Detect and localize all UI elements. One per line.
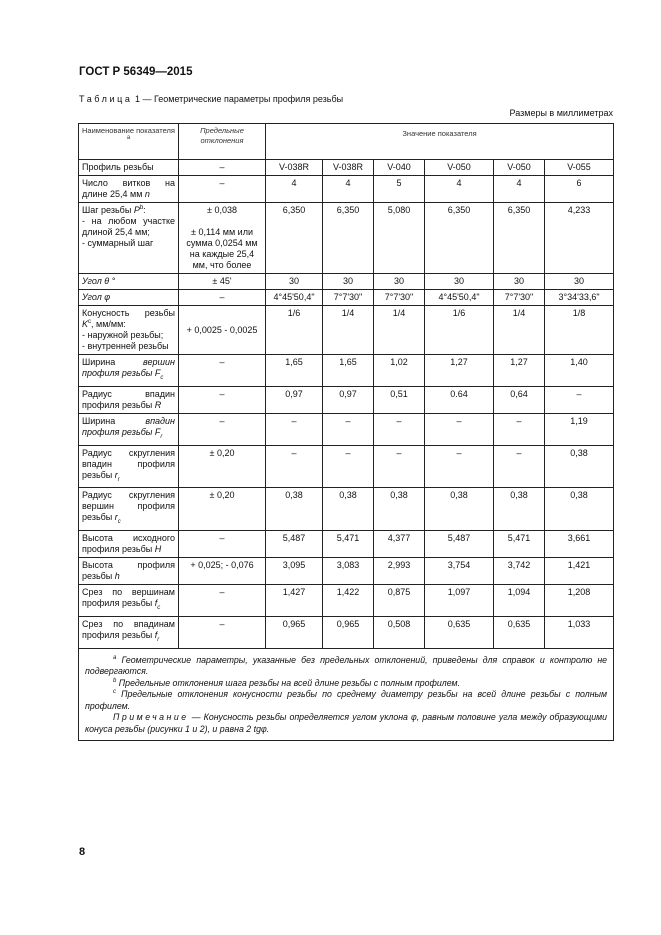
row-value: V-040 — [374, 160, 425, 176]
row-value: 4 — [425, 176, 494, 203]
row-value: V-055 — [545, 160, 614, 176]
row-value: 1,02 — [374, 355, 425, 387]
row-value: – — [266, 413, 323, 445]
row-value: 1,422 — [323, 585, 374, 617]
row-value: 0,51 — [374, 386, 425, 413]
row-value: 0,508 — [374, 616, 425, 648]
table-row — [79, 290, 614, 306]
row-value: V-038R — [266, 160, 323, 176]
row-value: – — [374, 445, 425, 488]
row-parameter-name: Конусность резьбы $K^c$, мм/мм: - наружной резьбы; - внутренней резьбы — [79, 306, 179, 355]
row-value: 4,233 — [545, 203, 614, 274]
row-value: 5,080 — [374, 203, 425, 274]
row-deviation: ± 0,20 — [179, 488, 266, 531]
table-remark: Примечание — Конусность резьбы определяется углом уклона φ, равным половине угла между образующими конуса резьбы (рисунки 1 и 2), и равна 2 tgφ. — [85, 712, 608, 734]
row-value: 5,487 — [266, 531, 323, 558]
header-row — [79, 124, 614, 160]
row-value: 0,635 — [494, 616, 545, 648]
table-row — [79, 176, 614, 203]
header-value: Значение показателя — [266, 124, 614, 160]
row-value: 6,350 — [494, 203, 545, 274]
row-parameter-name: Радиус скругления впадин профиля резьбы $r_r$ — [79, 445, 179, 488]
table-row — [79, 386, 614, 413]
row-value: 1,19 — [545, 413, 614, 445]
row-value: 30 — [494, 274, 545, 290]
row-value: 0,38 — [323, 488, 374, 531]
row-value: 0,38 — [266, 488, 323, 531]
table-row — [79, 274, 614, 290]
row-value: 4°45'50,4" — [425, 290, 494, 306]
row-value: 0,965 — [266, 616, 323, 648]
row-value: 5 — [374, 176, 425, 203]
row-parameter-name: Высота профиля резьбы h — [79, 558, 179, 585]
row-value: 1,094 — [494, 585, 545, 617]
footnote-c: $^c$ Предельные отклонения конусности резьбы по среднему диаметру резьбы на всей длине резьбы с полным профилем. — [85, 689, 608, 711]
row-value: 1,27 — [494, 355, 545, 387]
row-value: 7°7'30" — [494, 290, 545, 306]
row-value: 1/6 — [425, 306, 494, 355]
row-value: 1,097 — [425, 585, 494, 617]
row-value: 1/8 — [545, 306, 614, 355]
italic-fragment: вершин профиля резьбы — [82, 357, 175, 378]
row-value: – — [425, 445, 494, 488]
table-row — [79, 445, 614, 488]
row-value: 3,661 — [545, 531, 614, 558]
row-value: 30 — [323, 274, 374, 290]
row-value: 1/6 — [266, 306, 323, 355]
table-row — [79, 585, 614, 617]
italic-fragment: впадин профиля резьбы — [82, 415, 175, 437]
row-value: V-050 — [425, 160, 494, 176]
row-value: 1,033 — [545, 616, 614, 648]
header-deviation: Предельные отклонения — [179, 124, 266, 160]
row-value: 0,97 — [266, 386, 323, 413]
row-value: 1,65 — [266, 355, 323, 387]
table-row — [79, 616, 614, 648]
page-number: 8 — [79, 846, 86, 858]
table-row — [79, 558, 614, 585]
row-value: 0,38 — [374, 488, 425, 531]
row-parameter-name: Профиль резьбы — [79, 160, 179, 176]
row-parameter-name: Угол θ ° — [79, 274, 179, 290]
row-parameter-name: Угол φ — [79, 290, 179, 306]
table-row — [79, 306, 614, 355]
row-parameter-name: Срез по впадинам профиля резьбы $f_r$ — [79, 616, 179, 648]
row-value: 5,471 — [323, 531, 374, 558]
row-deviation: – — [179, 355, 266, 387]
row-value: 1,208 — [545, 585, 614, 617]
table-row — [79, 413, 614, 445]
row-parameter-name: Ширина вершин профиля резьбы $F_c$ — [79, 355, 179, 387]
notes-row — [79, 648, 614, 741]
row-deviation: – — [179, 386, 266, 413]
table-row — [79, 355, 614, 387]
row-value: – — [323, 445, 374, 488]
row-deviation: – — [179, 176, 266, 203]
row-value: 4 — [266, 176, 323, 203]
footnote-a: $^a$ Геометрические параметры, указанные без предельных отклонений, приведены для справок и контролю не подвергаются. — [85, 654, 608, 677]
row-value: 3,095 — [266, 558, 323, 585]
table-caption-title: 1 — Геометрические параметры профиля резьбы — [132, 94, 344, 104]
units-note: Размеры в миллиметрах — [509, 108, 613, 118]
row-value: 0,875 — [374, 585, 425, 617]
row-deviation: ± 45' — [179, 274, 266, 290]
table-row — [79, 203, 614, 274]
row-value: 30 — [425, 274, 494, 290]
row-parameter-name: Ширина впадин профиля резьбы $F_r$ — [79, 413, 179, 445]
row-value: 3,742 — [494, 558, 545, 585]
row-deviation: – — [179, 160, 266, 176]
thread-parameters-table — [78, 123, 614, 741]
row-value: 30 — [374, 274, 425, 290]
row-value: 0,38 — [545, 488, 614, 531]
row-deviation: – — [179, 616, 266, 648]
row-value: 3,083 — [323, 558, 374, 585]
row-value: 4 — [323, 176, 374, 203]
row-value: 6 — [545, 176, 614, 203]
row-deviation: + 0,025; - 0,076 — [179, 558, 266, 585]
row-deviation: + 0,0025 - 0,0025 — [179, 306, 266, 355]
row-value: 4°45'50,4" — [266, 290, 323, 306]
row-parameter-name: Высота исходного профиля резьбы H — [79, 531, 179, 558]
row-value: V-050 — [494, 160, 545, 176]
row-deviation: ± 0,20 — [179, 445, 266, 488]
row-value: 0,38 — [425, 488, 494, 531]
row-value: 0,635 — [425, 616, 494, 648]
row-value: – — [545, 386, 614, 413]
row-value: 1,65 — [323, 355, 374, 387]
row-value: 1/4 — [323, 306, 374, 355]
table-row — [79, 160, 614, 176]
row-deviation: – — [179, 531, 266, 558]
row-value: – — [323, 413, 374, 445]
standard-number: ГОСТ Р 56349—2015 — [79, 66, 193, 78]
row-value: 2,993 — [374, 558, 425, 585]
row-value: 1/4 — [494, 306, 545, 355]
row-value: 6,350 — [323, 203, 374, 274]
row-value: 5,471 — [494, 531, 545, 558]
row-value: 0,38 — [545, 445, 614, 488]
row-value: 7°7'30" — [374, 290, 425, 306]
row-parameter-name: Шаг резьбы $P^b$: - на любом участке длиной 25,4 мм; - суммарный шаг — [79, 203, 179, 274]
row-parameter-name: Радиус впадин профиля резьбы R — [79, 386, 179, 413]
row-deviation: – — [179, 290, 266, 306]
row-value: 0,965 — [323, 616, 374, 648]
row-value: 7°7'30" — [323, 290, 374, 306]
row-deviation: – — [179, 585, 266, 617]
row-value: 5,487 — [425, 531, 494, 558]
row-parameter-name: Срез по вершинам профиля резьбы $f_c$ — [79, 585, 179, 617]
row-value: 1,427 — [266, 585, 323, 617]
row-value: – — [266, 445, 323, 488]
header-name: Наименование показателя $^a$ — [79, 124, 179, 160]
row-deviation: ± 0,038 ± 0,114 мм или сумма 0,0254 мм на каждые 25,4 мм, что более — [179, 203, 266, 274]
row-value: 0,97 — [323, 386, 374, 413]
row-value: 0.64 — [425, 386, 494, 413]
row-value: 1/4 — [374, 306, 425, 355]
row-value: 6,350 — [266, 203, 323, 274]
row-value: V-038R — [323, 160, 374, 176]
row-value: – — [425, 413, 494, 445]
row-value: 3°34'33,6" — [545, 290, 614, 306]
row-value: 3,754 — [425, 558, 494, 585]
row-parameter-name: Число витков на длине 25,4 мм n — [79, 176, 179, 203]
table-caption-word: Таблица — [79, 94, 133, 104]
table-notes — [79, 648, 614, 741]
row-value: 0,38 — [494, 488, 545, 531]
row-value: 1,421 — [545, 558, 614, 585]
row-parameter-name: Радиус скругления вершин профиля резьбы $r_c$ — [79, 488, 179, 531]
row-value: 1,40 — [545, 355, 614, 387]
row-value: 0,64 — [494, 386, 545, 413]
row-value: 4,377 — [374, 531, 425, 558]
row-deviation: – — [179, 413, 266, 445]
row-value: 1,27 — [425, 355, 494, 387]
row-value: – — [494, 413, 545, 445]
row-value: 30 — [266, 274, 323, 290]
row-value: – — [374, 413, 425, 445]
table-caption — [79, 94, 343, 104]
table-row — [79, 531, 614, 558]
row-value: – — [494, 445, 545, 488]
row-value: 30 — [545, 274, 614, 290]
table-row — [79, 488, 614, 531]
footnote-b: $^b$ Предельные отклонения шага резьбы на всей длине резьбы с полным профилем. — [113, 677, 461, 688]
row-value: 6,350 — [425, 203, 494, 274]
row-value: 4 — [494, 176, 545, 203]
